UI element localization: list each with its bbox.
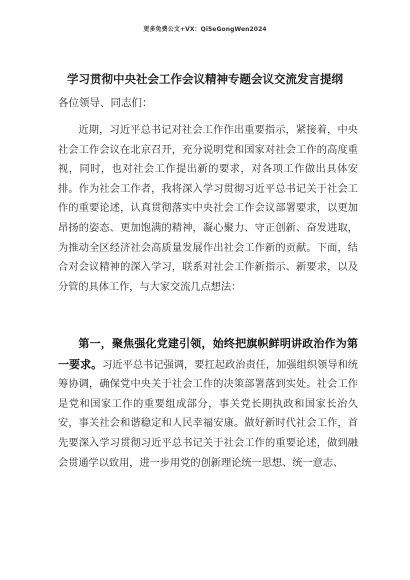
section-1-text: 习近平总书记强调，要扛起政治责任，加强组织领导和统筹协调，确保党中央关于社会工作的决策部署落到实处。社会工作是党和国家工作的重要组成部分，事关党长期执政和国家长治久安，事关社会和谐稳定和人民幸福安康。做好新时代社会工作，首先要深入学习贯彻习近平总书记关于社会工作的重要论述，做到融会贯通学以致用，进一步用党的创新理论统一思想、统一意志、 [58, 359, 358, 469]
greeting: 各位领导、同志们： [58, 97, 153, 109]
document-title: 学习贯彻中央社会工作会议精神专题会议交流发言提纲 [67, 72, 343, 86]
section-1-heading: 第一，聚焦强化党建引领，始终把旗帜鲜明讲政治作为第一要求。 [58, 337, 358, 371]
paragraph-intro: 近期，习近平总书记对社会工作作出重要指示，紧接着，中央社会工作会议在北京召开，充分说明党和国家对社会工作的高度重视，同时，也对社会工作提出新的要求，对各项工作做出具体安排。作为社会工作者，我将深入学习贯彻习近平总书记关于社会工作的重要论述，认真贯彻落实中央社会工作会议部署要求，以更加昂扬的姿态、更加饱满的精神，凝心聚力、守正创新、奋发进取，为推动全区经济社会高质量发展作出社会工作新的贡献。下面，结合对会议精神的深入学习，联系对社会工作新指示、新要求，以及分管的具体工作，与大家交流几点想法： [58, 125, 358, 293]
paragraph-section-1 [58, 334, 358, 473]
header-note: 更多免费公文+VX：Qi5eGongWen2024 [143, 26, 267, 33]
